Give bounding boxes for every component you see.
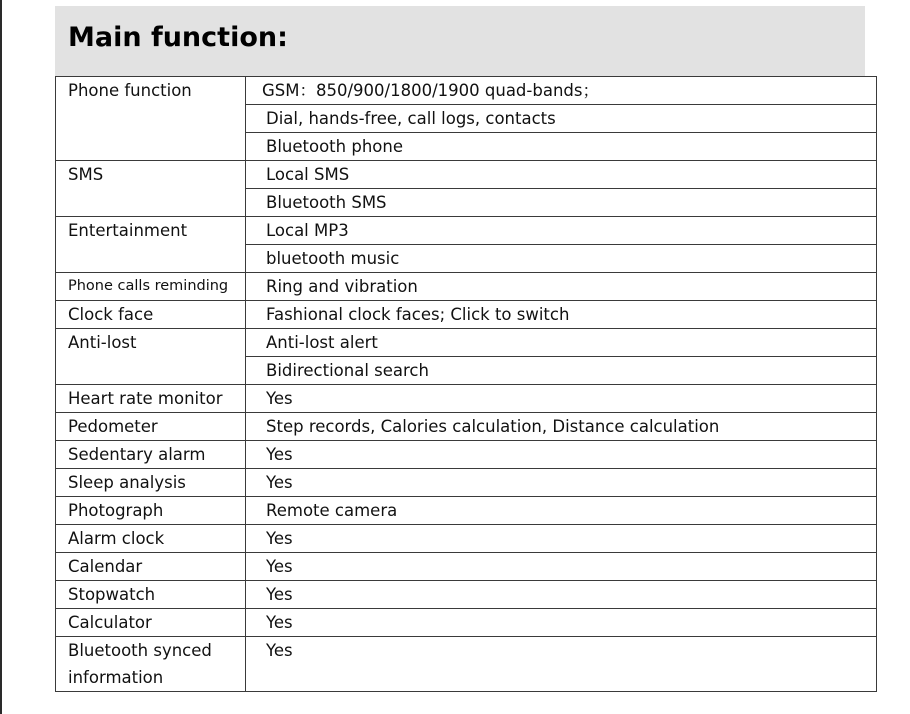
- table-row: [56, 161, 877, 189]
- feature-sleep-analysis: Sleep analysis: [56, 469, 246, 497]
- table-row: [56, 301, 877, 329]
- feature-phone-calls-reminding: Phone calls reminding: [56, 273, 246, 301]
- feature-pedometer: Pedometer: [56, 413, 246, 441]
- detail-gsm-bands: GSM：850/900/1800/1900 quad-bands；: [246, 77, 877, 105]
- feature-heart-rate-monitor: Heart rate monitor: [56, 385, 246, 413]
- table-row: [56, 441, 877, 469]
- detail-bluetooth-synced: Yes: [246, 637, 877, 692]
- page-left-border: [0, 0, 2, 714]
- table-row: [56, 413, 877, 441]
- detail-local-mp3: Local MP3: [246, 217, 877, 245]
- page-title: Main function:: [68, 22, 288, 53]
- detail-pedometer: Step records, Calories calculation, Distance calculation: [246, 413, 877, 441]
- detail-bluetooth-music: bluetooth music: [246, 245, 877, 273]
- detail-heart-rate: Yes: [246, 385, 877, 413]
- feature-photograph: Photograph: [56, 497, 246, 525]
- table-row: [56, 217, 877, 245]
- feature-bluetooth-synced-information: Bluetooth synced information: [56, 637, 246, 692]
- feature-alarm-clock: Alarm clock: [56, 525, 246, 553]
- feature-stopwatch: Stopwatch: [56, 581, 246, 609]
- detail-remote-camera: Remote camera: [246, 497, 877, 525]
- detail-alarm-clock: Yes: [246, 525, 877, 553]
- detail-calculator: Yes: [246, 609, 877, 637]
- feature-calculator: Calculator: [56, 609, 246, 637]
- table-row: [56, 581, 877, 609]
- feature-entertainment: Entertainment: [56, 217, 246, 273]
- detail-bluetooth-sms: Bluetooth SMS: [246, 189, 877, 217]
- detail-anti-lost-alert: Anti-lost alert: [246, 329, 877, 357]
- detail-stopwatch: Yes: [246, 581, 877, 609]
- detail-sleep-analysis: Yes: [246, 469, 877, 497]
- feature-sms: SMS: [56, 161, 246, 217]
- section-header: [55, 6, 865, 76]
- table-row: [56, 385, 877, 413]
- table-row: [56, 273, 877, 301]
- detail-ring-vibration: Ring and vibration: [246, 273, 877, 301]
- function-table: [55, 76, 877, 692]
- table-row: [56, 637, 877, 692]
- table-row: [56, 329, 877, 357]
- detail-bidirectional-search: Bidirectional search: [246, 357, 877, 385]
- detail-dial: Dial, hands-free, call logs, contacts: [246, 105, 877, 133]
- detail-sedentary-alarm: Yes: [246, 441, 877, 469]
- feature-sedentary-alarm: Sedentary alarm: [56, 441, 246, 469]
- detail-calendar: Yes: [246, 553, 877, 581]
- feature-phone-function: Phone function: [56, 77, 246, 161]
- feature-anti-lost: Anti-lost: [56, 329, 246, 385]
- feature-clock-face: Clock face: [56, 301, 246, 329]
- table-row: [56, 553, 877, 581]
- detail-bluetooth-phone: Bluetooth phone: [246, 133, 877, 161]
- detail-clock-faces: Fashional clock faces; Click to switch: [246, 301, 877, 329]
- table-row: [56, 525, 877, 553]
- feature-calendar: Calendar: [56, 553, 246, 581]
- detail-local-sms: Local SMS: [246, 161, 877, 189]
- table-row: [56, 609, 877, 637]
- table-row: [56, 77, 877, 105]
- table-row: [56, 469, 877, 497]
- table-row: [56, 497, 877, 525]
